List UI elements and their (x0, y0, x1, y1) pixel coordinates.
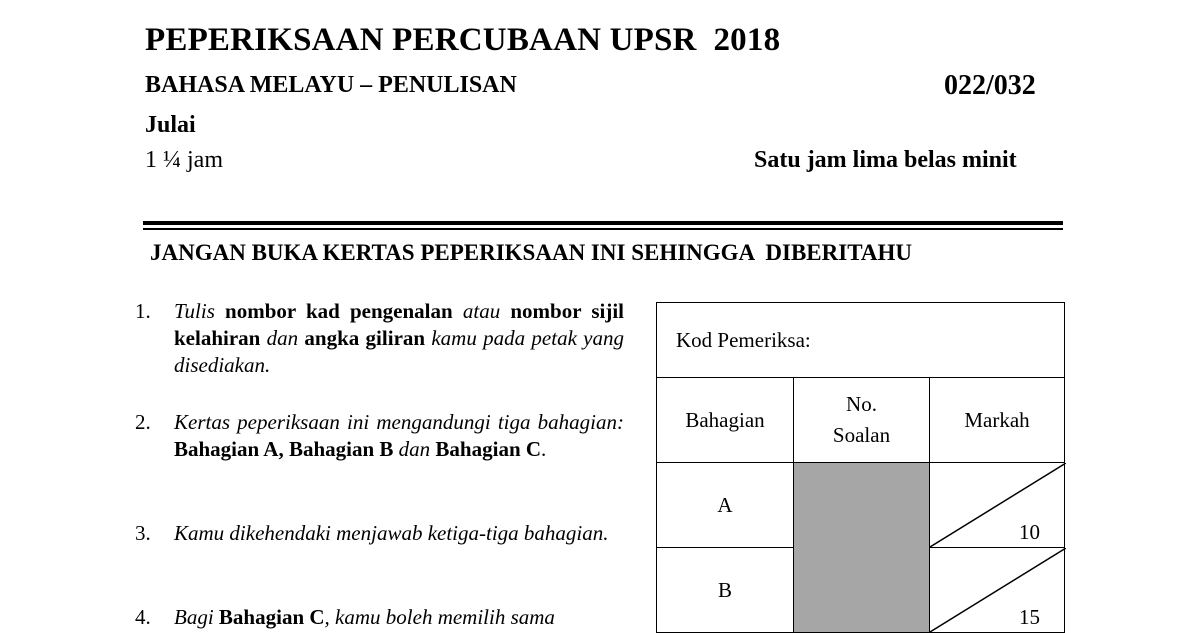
col-header-no-soalan (794, 378, 930, 463)
max-marks-b: 15 (1019, 605, 1040, 629)
instruction-text-run: atau (462, 299, 501, 323)
instruction-text-run: Kertas peperiksaan ini mengandungi tiga bahagian: (174, 410, 624, 434)
instruction-text (174, 520, 624, 547)
instruction-number: 2. (135, 410, 151, 434)
col-header-bahagian: Bahagian (657, 378, 794, 463)
diagonal-slash (930, 548, 1066, 632)
marks-cell-b[interactable] (930, 548, 1065, 633)
col-header-soalan: Soalan (832, 423, 891, 447)
header-rule-thick (143, 221, 1063, 225)
instruction-text-run: Kamu dikehendaki menjawab ketiga-tiga bahagian. (174, 521, 609, 545)
paper-code: 022/032 (944, 70, 1036, 101)
examiner-score-table (656, 302, 1065, 633)
section-label-a: A (657, 463, 794, 548)
instruction-number: 1. (135, 299, 151, 323)
col-header-no: No. (846, 392, 877, 416)
header-rule-thin (143, 228, 1063, 230)
instruction-text-run: , kamu boleh memilih sama (324, 605, 555, 629)
exam-title: PEPERIKSAAN PERCUBAAN UPSR 2018 (145, 22, 781, 58)
instruction-text-run: angka giliran (298, 326, 432, 350)
instruction-text-run: nombor kad pengenalan (214, 299, 463, 323)
instruction-text-run: Bahagian A, Bahagian B (174, 437, 399, 461)
instruction-text (174, 298, 624, 379)
instruction-text-run: kamu pada petak yang disediakan. (174, 326, 624, 377)
instruction-text-run: dan (398, 437, 431, 461)
instruction-text (174, 409, 624, 463)
duration-words: Satu jam lima belas minit (754, 147, 1017, 173)
no-soalan-shaded-cell (794, 463, 930, 633)
instruction-number: 4. (135, 605, 151, 629)
instruction-text-run: Bagi (174, 605, 219, 629)
diagonal-slash (930, 463, 1066, 547)
subject-title: BAHASA MELAYU – PENULISAN (145, 72, 517, 98)
duration: 1 ¼ jam (145, 147, 223, 173)
section-label-b: B (657, 548, 794, 633)
marks-cell-a[interactable] (930, 463, 1065, 548)
instruction-number: 3. (135, 521, 151, 545)
instruction-text (174, 604, 624, 631)
instruction-text-run: . (541, 437, 547, 461)
instruction-text-run: Bahagian C (218, 605, 325, 629)
exam-month: Julai (145, 112, 196, 138)
col-header-markah: Markah (930, 378, 1065, 463)
instruction-text-run: dan (266, 326, 299, 350)
instruction-text-run: Bahagian C (430, 437, 542, 461)
max-marks-a: 10 (1019, 520, 1040, 544)
examiner-code-label: Kod Pemeriksa: (657, 303, 1065, 378)
warning-notice: JANGAN BUKA KERTAS PEPERIKSAAN INI SEHINGGA DIBERITAHU (150, 240, 912, 265)
instruction-text-run: Tulis (174, 299, 215, 323)
instruction-text-run: nombor sijil kelahiran (174, 299, 624, 350)
